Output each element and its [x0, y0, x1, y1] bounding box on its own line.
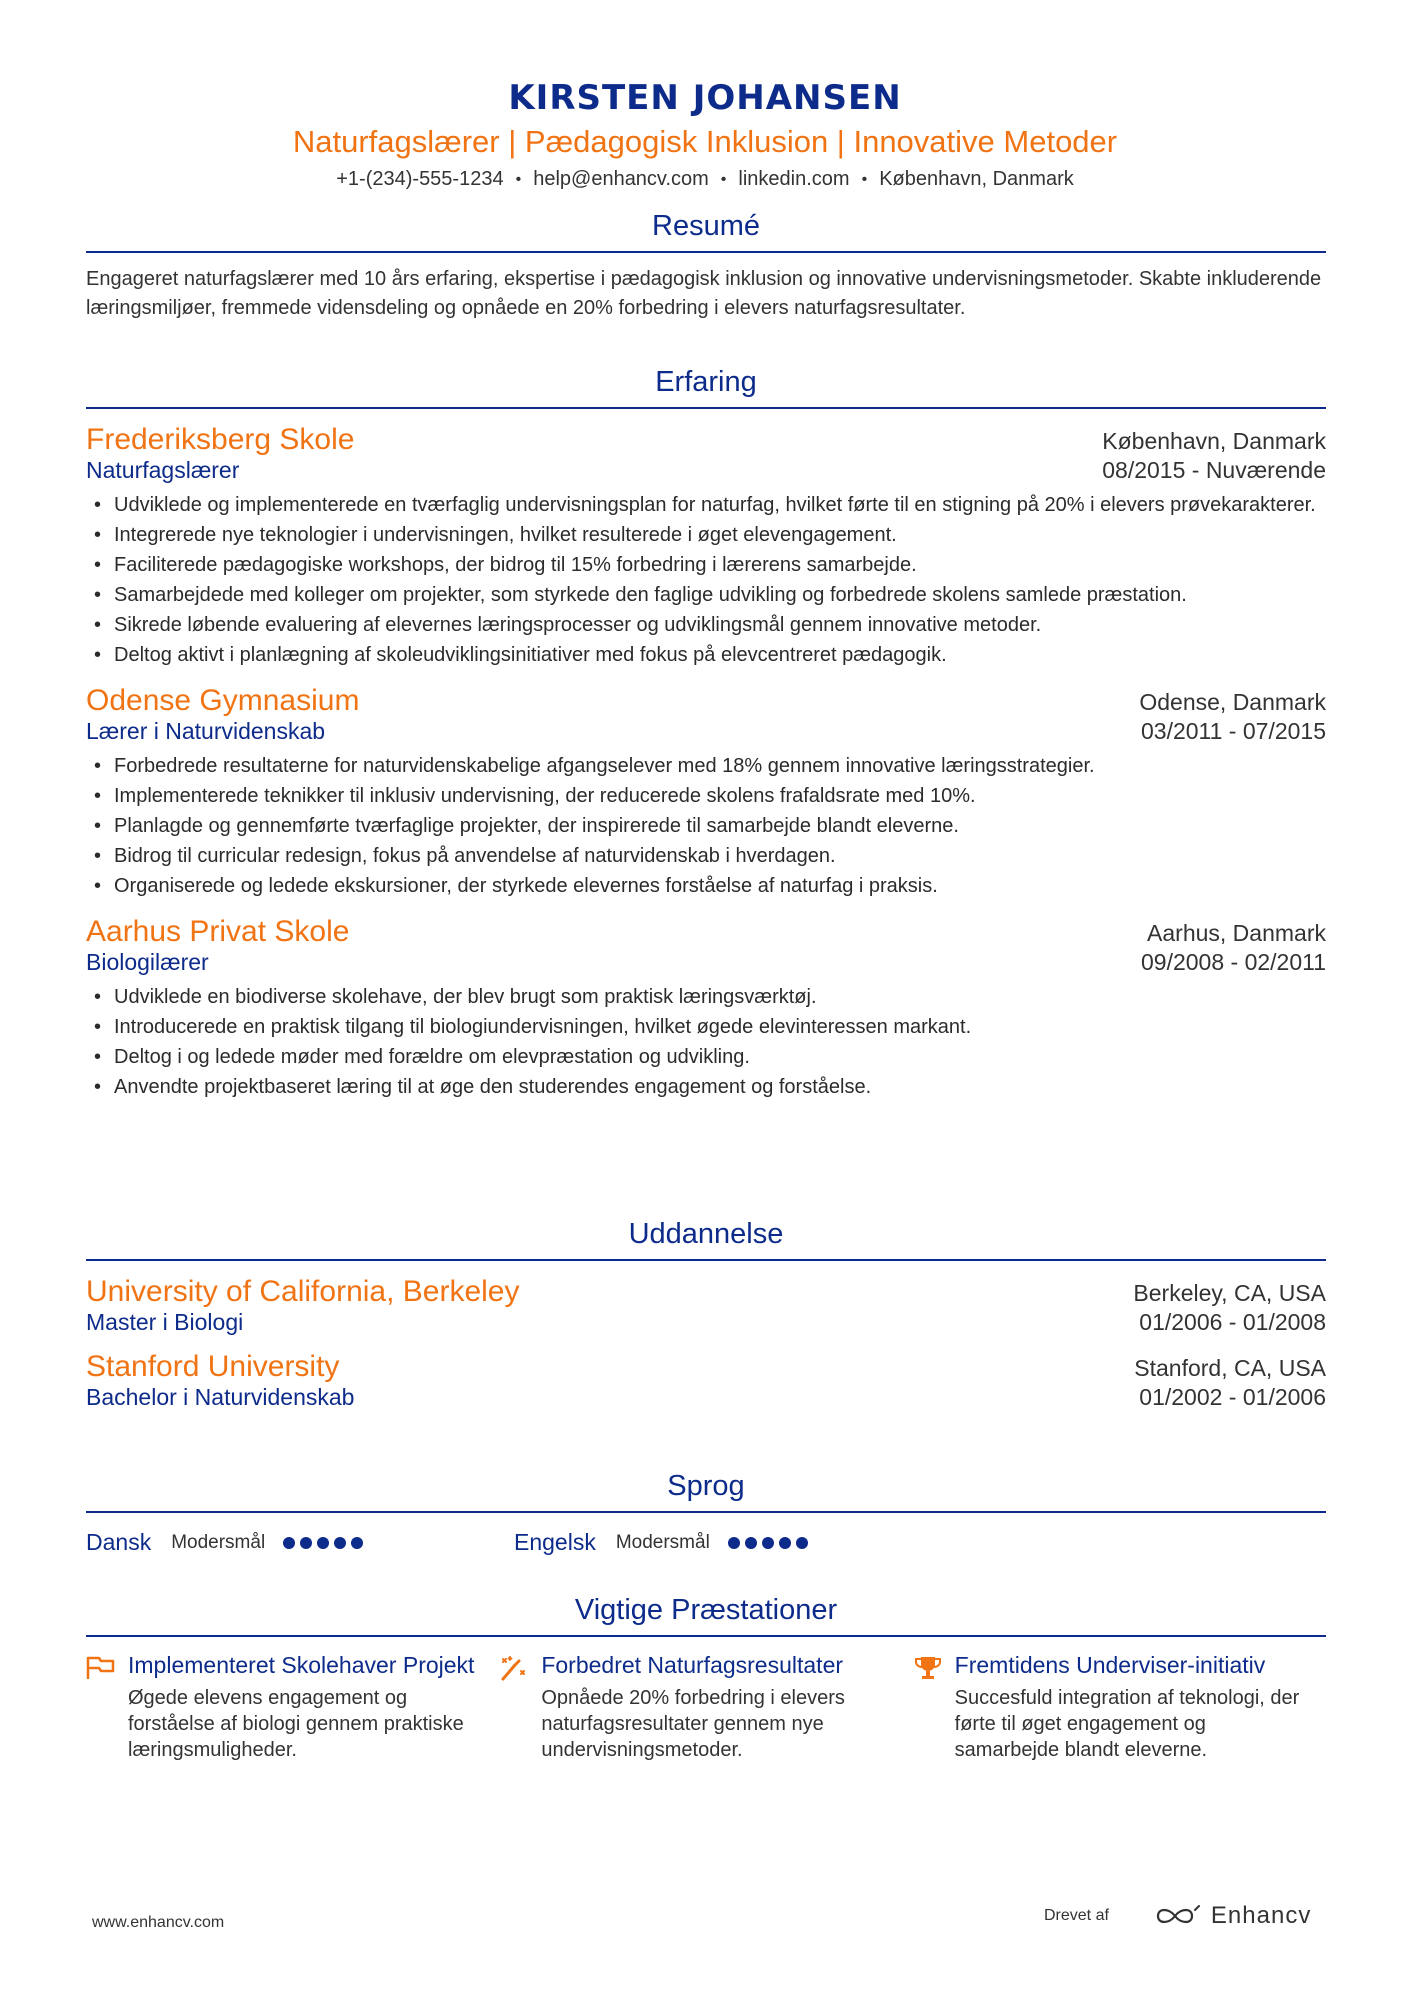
achievements-section	[86, 1594, 1326, 1763]
bullet-item: • Samarbejdede med kolleger om projekter, som styrkede den faglige udvikling og forbedrede skolens samlede præstation.	[86, 580, 1326, 610]
school-name: Stanford University	[86, 1350, 340, 1383]
language-level: Modersmål	[615, 1531, 710, 1553]
job-entry	[86, 915, 1326, 1102]
contact-email: help@enhancv.com	[533, 168, 709, 190]
job-location: København, Danmark	[1102, 428, 1326, 454]
candidate-name: KIRSTEN JOHANSEN	[508, 78, 902, 118]
section-title: Erfaring	[86, 366, 1326, 409]
experience-section	[86, 366, 1326, 1102]
achievement-desc: Opnåede 20% forbedring i elevers naturfagsresultater gennem nye undervisningsmetoder.	[541, 1687, 845, 1761]
language-item	[86, 1529, 514, 1556]
education-entry	[86, 1350, 1326, 1411]
proficiency-dot	[779, 1537, 791, 1549]
summary-text: Engageret naturfagslærer med 10 års erfaring, ekspertise i pædagogisk inklusion og innovative undervisningsmetoder. Skabte inkluderende læringsmiljøer, fremmede vidensdeling og opnåede en 20% forbedring i elevers naturfagsresultater.	[86, 268, 1322, 319]
job-location: Aarhus, Danmark	[1147, 920, 1326, 946]
job-bullets	[86, 982, 1326, 1102]
contact-location: København, Danmark	[879, 168, 1074, 190]
job-dates: 03/2011 - 07/2015	[1140, 718, 1326, 744]
bullet-item: • Implementerede teknikker til inklusiv undervisning, der reducerede skolens frafaldsrate med 10%.	[86, 781, 1326, 811]
proficiency-dot	[796, 1537, 808, 1549]
language-name: Dansk	[86, 1529, 152, 1555]
proficiency-dot	[300, 1537, 312, 1549]
proficiency-dot	[351, 1537, 363, 1549]
contact-line	[0, 168, 1410, 191]
job-bullets	[86, 490, 1326, 670]
job-dates: 09/2008 - 02/2011	[1140, 949, 1326, 975]
bullet-item: • Udviklede en biodiverse skolehave, der blev brugt som praktisk læringsværktøj.	[86, 982, 1326, 1012]
section-title: Resumé	[86, 210, 1326, 253]
proficiency-dot	[745, 1537, 757, 1549]
job-company: Aarhus Privat Skole	[86, 915, 350, 948]
job-bullets	[86, 751, 1326, 901]
bullet-item: • Introducerede en praktisk tilgang til biologiundervisningen, hvilket øgede elevinteressen markant.	[86, 1012, 1326, 1042]
bullet-item: • Anvendte projektbaseret læring til at øge den studerendes engagement og forståelse.	[86, 1072, 1326, 1102]
bullet-item: • Deltog i og ledede møder med forældre om elevpræstation og udvikling.	[86, 1042, 1326, 1072]
proficiency-dot	[762, 1537, 774, 1549]
language-item	[514, 1529, 942, 1556]
achievement-title: Fremtidens Underviser-initiativ	[954, 1652, 1266, 1678]
resume-header	[0, 0, 1410, 191]
section-title: Vigtige Præstationer	[86, 1594, 1326, 1637]
language-name: Engelsk	[514, 1529, 596, 1555]
job-role: Lærer i Naturvidenskab	[86, 718, 326, 744]
achievement-desc: Øgede elevens engagement og forståelse af biologi gennem praktiske læringsmuligheder.	[128, 1687, 464, 1761]
languages-section	[86, 1470, 1326, 1556]
trophy-icon	[913, 1651, 955, 1763]
flag-icon	[86, 1651, 128, 1763]
achievement-item	[913, 1651, 1326, 1763]
proficiency-dot	[317, 1537, 329, 1549]
contact-phone: +1-(234)-555-1234	[336, 168, 504, 190]
magic-wand-icon-svg	[499, 1655, 529, 1681]
proficiency-dot	[728, 1537, 740, 1549]
section-title: Uddannelse	[86, 1218, 1326, 1261]
education-entry	[86, 1275, 1326, 1336]
bullet-item: • Bidrog til curricular redesign, fokus på anvendelse af naturvidenskab i hverdagen.	[86, 841, 1326, 871]
magic-wand-icon	[499, 1651, 541, 1763]
achievement-item	[499, 1651, 912, 1763]
school-location: Berkeley, CA, USA	[1133, 1280, 1326, 1306]
proficiency-dots	[283, 1537, 368, 1549]
language-level: Modersmål	[171, 1531, 266, 1553]
education-dates: 01/2006 - 01/2008	[1139, 1309, 1326, 1335]
job-location: Odense, Danmark	[1139, 689, 1326, 715]
separator-dot: •	[515, 170, 522, 188]
job-role: Biologilærer	[86, 949, 209, 975]
brand-name[interactable]: Enhancv	[1210, 1902, 1312, 1929]
summary-section	[86, 210, 1326, 323]
achievement-title: Implementeret Skolehaver Projekt	[128, 1652, 475, 1678]
job-entry	[86, 684, 1326, 901]
footer-branding	[1044, 1902, 1311, 1930]
bullet-item: • Udviklede og implementerede en tværfaglig undervisningsplan for naturfag, hvilket førte til en stigning på 20% i elevers prøvekarakterer.	[86, 490, 1326, 520]
section-title: Sprog	[86, 1470, 1326, 1513]
bullet-item: • Planlagde og gennemførte tværfaglige projekter, der inspirerede til samarbejde blandt eleverne.	[86, 811, 1326, 841]
separator-dot: •	[861, 170, 868, 188]
achievement-title: Forbedret Naturfagsresultater	[541, 1652, 844, 1678]
flag-icon-svg	[86, 1655, 116, 1681]
proficiency-dot	[283, 1537, 295, 1549]
school-name: University of California, Berkeley	[86, 1275, 520, 1308]
separator-dot: •	[720, 170, 727, 188]
bullet-item: • Organiserede og ledede ekskursioner, der styrkede elevernes forståelse af naturfag i praksis.	[86, 871, 1326, 901]
job-company: Frederiksberg Skole	[86, 423, 355, 456]
school-location: Stanford, CA, USA	[1134, 1355, 1326, 1381]
bullet-item: • Faciliterede pædagogiske workshops, der bidrog til 15% forbedring i lærerens samarbejde.	[86, 550, 1326, 580]
proficiency-dots	[728, 1537, 813, 1549]
contact-linkedin: linkedin.com	[738, 168, 850, 190]
job-dates: 08/2015 - Nuværende	[1102, 457, 1326, 483]
proficiency-dot	[334, 1537, 346, 1549]
trophy-icon-svg	[913, 1655, 943, 1681]
bullet-item: • Forbedrede resultaterne for naturvidenskabelige afgangselever med 18% gennem innovative læringsstrategier.	[86, 751, 1326, 781]
enhancv-logo-icon	[1155, 1904, 1201, 1928]
job-role: Naturfagslærer	[86, 457, 240, 483]
education-dates: 01/2002 - 01/2006	[1139, 1384, 1326, 1410]
candidate-title: Naturfagslærer | Pædagogisk Inklusion | Innovative Metoder	[292, 124, 1118, 159]
degree: Master i Biologi	[86, 1309, 244, 1335]
bullet-item: • Integrerede nye teknologier i undervisningen, hvilket resulterede i øget elevengagement.	[86, 520, 1326, 550]
bullet-item: • Deltog aktivt i planlægning af skoleudviklingsinitiativer med fokus på elevcentreret pædagogik.	[86, 640, 1326, 670]
degree: Bachelor i Naturvidenskab	[86, 1384, 355, 1410]
bullet-item: • Sikrede løbende evaluering af elevernes læringsprocesser og udviklingsmål gennem innovative metoder.	[86, 610, 1326, 640]
footer-website[interactable]: www.enhancv.com	[92, 1914, 225, 1931]
job-entry	[86, 423, 1326, 670]
achievement-item	[86, 1651, 499, 1763]
education-section	[86, 1218, 1326, 1411]
job-company: Odense Gymnasium	[86, 684, 360, 717]
achievement-desc: Succesfuld integration af teknologi, der førte til øget engagement og samarbejde blandt eleverne.	[954, 1687, 1300, 1761]
powered-by-label: Drevet af	[1044, 1907, 1109, 1924]
